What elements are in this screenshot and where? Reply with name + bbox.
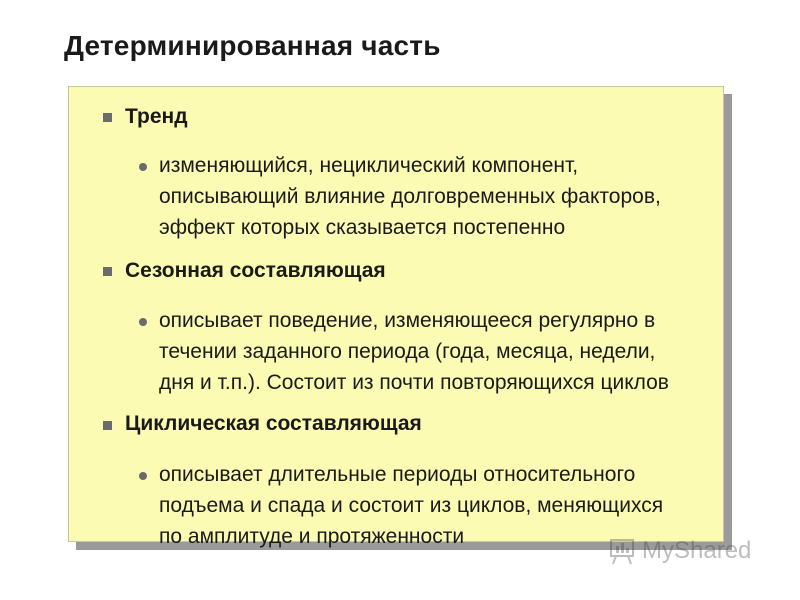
watermark xyxy=(608,536,751,566)
section-text-seasonal xyxy=(159,305,719,398)
section-heading-seasonal: Сезонная составляющая xyxy=(125,259,386,282)
round-bullet-icon xyxy=(139,318,147,326)
text-line: описывает длительные периоды относительного xyxy=(159,463,636,486)
round-bullet-icon xyxy=(139,163,147,171)
section-text-trend xyxy=(159,150,719,243)
round-bullet-icon xyxy=(139,472,147,480)
square-bullet-icon xyxy=(103,113,112,122)
square-bullet-icon xyxy=(103,267,112,276)
text-line: изменяющийся, нециклический компонент, xyxy=(159,154,579,177)
watermark-text: MyShared xyxy=(642,537,752,564)
section-heading-trend: Тренд xyxy=(125,105,188,128)
text-line: течении заданного периода (года, месяца, недели, xyxy=(159,340,656,363)
text-line: по амплитуде и протяженности xyxy=(159,525,465,548)
content-box xyxy=(68,86,724,548)
square-bullet-icon xyxy=(103,421,112,430)
text-line: дня и т.п.). Состоит из почти повторяющихся циклов xyxy=(159,371,669,394)
slide-title: Детерминированная часть xyxy=(64,30,441,61)
section-heading-cyclic: Циклическая составляющая xyxy=(125,412,422,435)
text-line: эффект которых сказывается постепенно xyxy=(159,216,566,239)
text-line: описывает поведение, изменяющееся регулярно в xyxy=(159,309,656,332)
text-line: описывающий влияние долговременных факторов, xyxy=(159,185,661,208)
text-line: подъема и спада и состоит из циклов, меняющихся xyxy=(159,494,664,517)
presentation-board-icon xyxy=(608,536,638,566)
